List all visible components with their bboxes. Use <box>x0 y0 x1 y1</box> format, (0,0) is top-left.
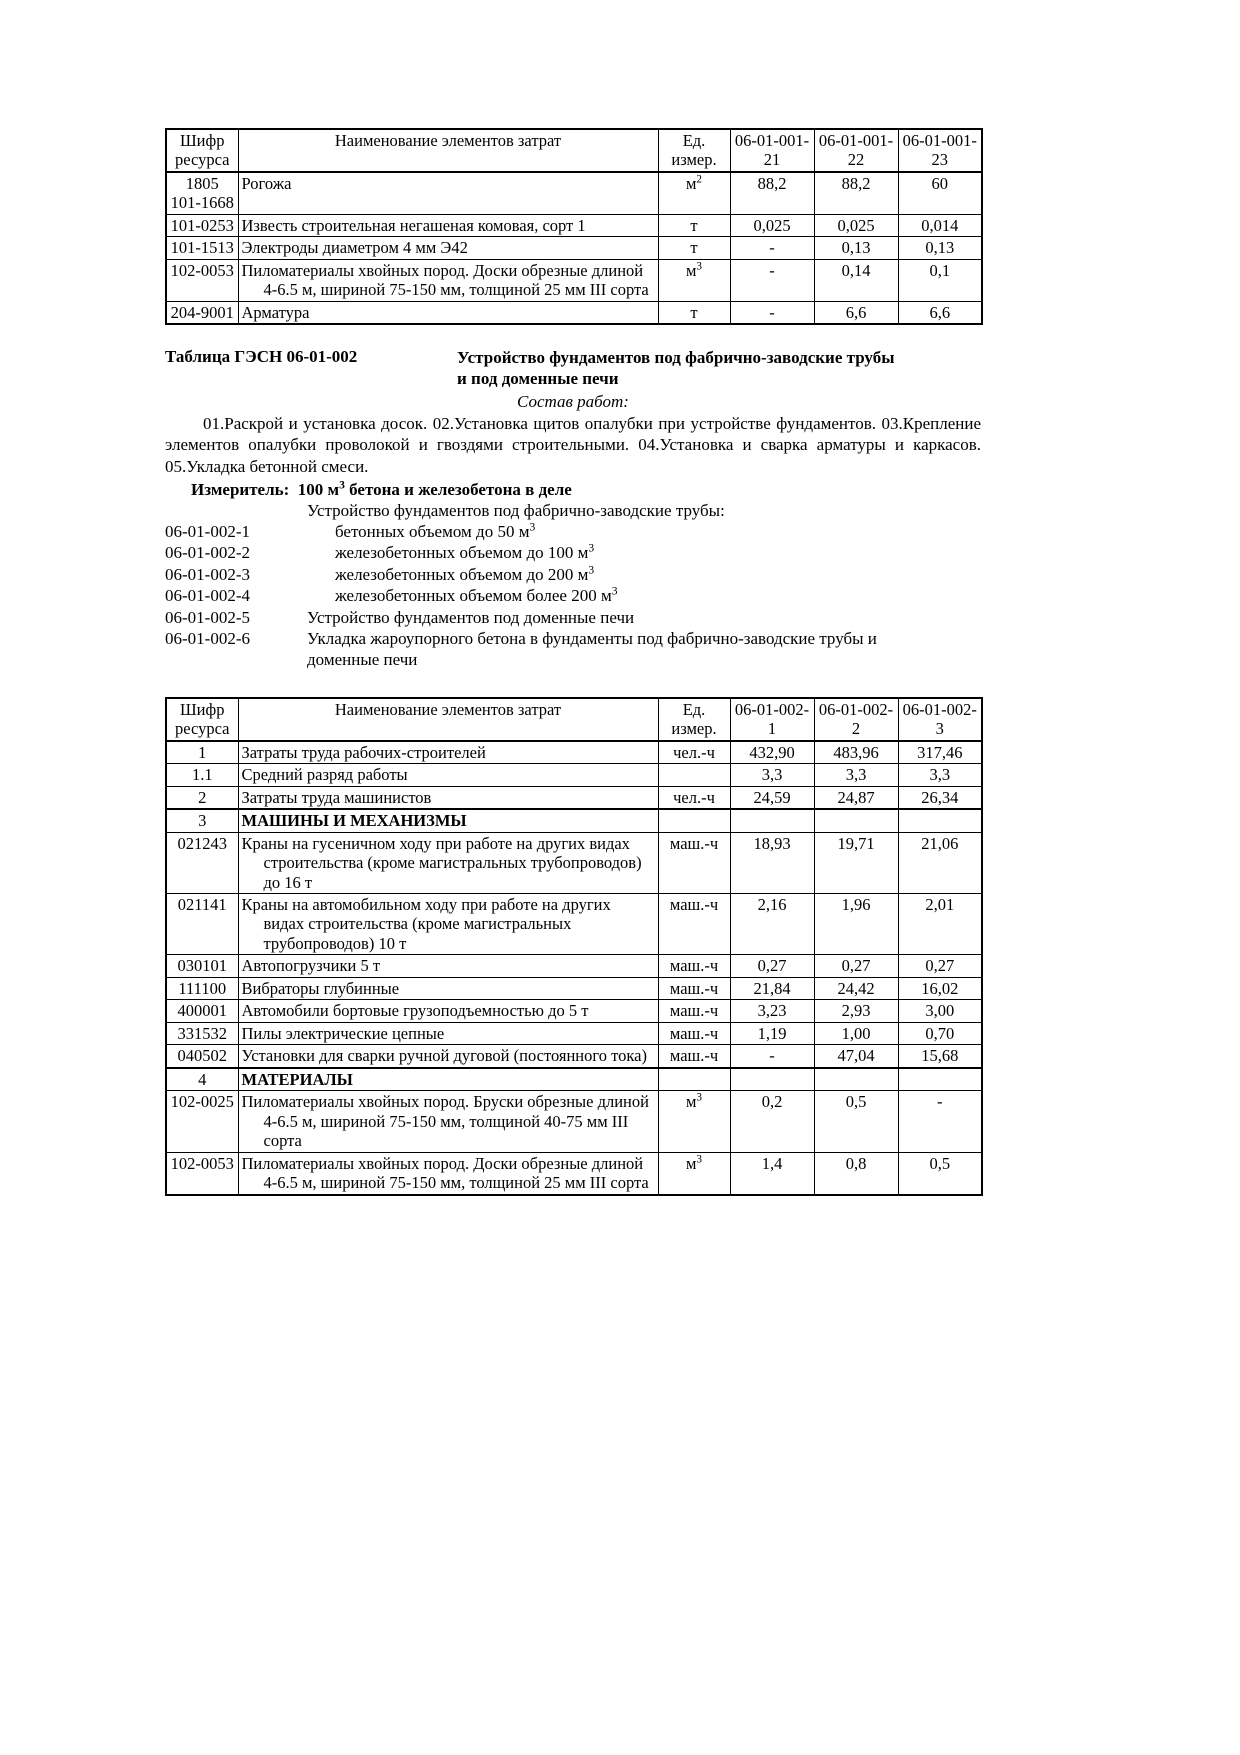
code-list-item-desc: железобетонных объемом более 200 $м^3$ <box>335 584 618 606</box>
cell-unit <box>658 1068 730 1091</box>
code-list-item <box>165 542 981 563</box>
spacer <box>165 671 981 697</box>
code-list-item-code: 06-01-002-3 <box>165 564 250 584</box>
cell-value-3: 15,68 <box>898 1045 982 1068</box>
cell-value-1: - <box>730 259 814 301</box>
cell-name-text: Средний разряд работы <box>241 765 408 785</box>
resource-table-06-01-002 <box>165 697 983 1196</box>
cell-value-3: 26,34 <box>898 786 982 809</box>
cell-code: 400001 <box>166 1000 238 1022</box>
th-col-2: 06-01-002-2 <box>814 698 898 741</box>
table-heading <box>165 347 981 390</box>
cell-name-text: МАШИНЫ И МЕХАНИЗМЫ <box>241 811 467 831</box>
table-row <box>166 894 982 955</box>
cell-value-1: 24,59 <box>730 786 814 809</box>
izmeritel-value-pre: 100 м <box>297 479 340 499</box>
cell-name-text: Пиломатериалы хвойных пород. Доски обрезные длиной 4-6.5 м, шириной 75-150 мм, толщиной 25 мм III сорта <box>241 260 649 300</box>
cell-value-3: 0,27 <box>898 955 982 977</box>
cell-name <box>238 786 658 809</box>
cell-code: 021141 <box>166 894 238 955</box>
cell-value-2: 0,8 <box>814 1152 898 1194</box>
cell-name <box>238 1068 658 1091</box>
cell-unit <box>658 764 730 786</box>
cell-code: 030101 <box>166 955 238 977</box>
th-unit: Ед. измер. <box>658 129 730 172</box>
cell-name <box>238 301 658 324</box>
cell-value-3 <box>898 1068 982 1091</box>
cell-unit: маш.-ч <box>658 977 730 999</box>
code-list-continuation: доменные печи <box>307 650 418 670</box>
cell-value-2: 3,3 <box>814 764 898 786</box>
cell-code: 1 <box>166 741 238 764</box>
cell-name <box>238 764 658 786</box>
code-list-item-desc: бетонных объемом до 50 $м^3$ <box>335 520 536 541</box>
izmeritel-value-sup: 3 <box>339 478 345 492</box>
table2-body <box>166 741 982 1195</box>
cell-value-3: 6,6 <box>898 301 982 324</box>
table-title-line2: и под доменные печи <box>457 369 619 389</box>
cell-name-text: Краны на автомобильном ходу при работе на других видах строительства (кроме магистральных трубопроводов) 10 т <box>241 895 611 953</box>
code-group-heading: Устройство фундаментов под фабрично-заводские трубы: <box>307 500 725 520</box>
table1-body <box>166 172 982 324</box>
code-list-item-desc: Укладка жароупорного бетона в фундаменты под фабрично-заводские трубы и <box>307 628 877 648</box>
cell-value-2: 0,27 <box>814 955 898 977</box>
cell-name-text: Автомобили бортовые грузоподъемностью до 5 т <box>241 1001 589 1021</box>
cell-name-text: Пиломатериалы хвойных пород. Доски обрезные длиной 4-6.5 м, шириной 75-150 мм, толщиной 25 мм III сорта <box>241 1153 649 1193</box>
code-list <box>165 521 981 649</box>
cell-name <box>238 1022 658 1044</box>
cell-unit: т <box>658 301 730 324</box>
th-unit: Ед. измер. <box>658 698 730 741</box>
cell-code: 4 <box>166 1068 238 1091</box>
cell-unit: $м^3$ <box>658 1091 730 1152</box>
th-name: Наименование элементов затрат <box>238 698 658 741</box>
cell-name-text: Затраты труда рабочих-строителей <box>241 742 486 762</box>
cell-unit: маш.-ч <box>658 1045 730 1068</box>
cell-unit: маш.-ч <box>658 894 730 955</box>
code-list-item-desc: железобетонных объемом до 200 $м^3$ <box>335 563 595 584</box>
sostav-rabot-label: Состав работ: <box>517 391 629 411</box>
th-col-1: 06-01-001-21 <box>730 129 814 172</box>
code-list-item-desc: железобетонных объемом до 100 $м^3$ <box>335 541 595 563</box>
resource-table-06-01-001 <box>165 128 983 325</box>
code-list-item <box>165 521 981 542</box>
cell-name-text: Вибраторы глубинные <box>241 978 400 998</box>
cell-value-1: - <box>730 301 814 324</box>
cell-name-text: Известь строительная негашеная комовая, сорт 1 <box>241 215 586 235</box>
cell-name <box>238 809 658 832</box>
cell-code: 021243 <box>166 832 238 893</box>
cell-value-1: 3,3 <box>730 764 814 786</box>
cell-value-1: 1,4 <box>730 1152 814 1194</box>
cell-value-2 <box>814 1068 898 1091</box>
cell-code: 102-0025 <box>166 1091 238 1152</box>
code-list-item-code: 06-01-002-1 <box>165 521 250 541</box>
cell-value-2: 19,71 <box>814 832 898 893</box>
cell-code: 2 <box>166 786 238 809</box>
cell-value-3: 0,014 <box>898 214 982 236</box>
cell-name-text: Установки для сварки ручной дуговой (постоянного тока) <box>241 1046 647 1066</box>
table-row <box>166 955 982 977</box>
table-row <box>166 1068 982 1091</box>
cell-value-1: 0,2 <box>730 1091 814 1152</box>
cell-code: 111100 <box>166 977 238 999</box>
cell-unit: чел.-ч <box>658 786 730 809</box>
table-row <box>166 1152 982 1194</box>
table-row <box>166 977 982 999</box>
cell-value-1 <box>730 1068 814 1091</box>
table-row <box>166 764 982 786</box>
cell-value-3: 2,01 <box>898 894 982 955</box>
cell-name <box>238 955 658 977</box>
cell-value-2: 0,5 <box>814 1091 898 1152</box>
cell-value-2: 24,42 <box>814 977 898 999</box>
cell-value-1: 88,2 <box>730 172 814 214</box>
code-list-item-code: 06-01-002-5 <box>165 607 250 627</box>
cell-value-3: 3,00 <box>898 1000 982 1022</box>
code-list-item <box>165 628 981 649</box>
code-list-item-code: 06-01-002-2 <box>165 543 250 563</box>
table-row <box>166 259 982 301</box>
table-row <box>166 1091 982 1152</box>
cell-value-1: - <box>730 237 814 259</box>
cell-value-3: 3,3 <box>898 764 982 786</box>
th-col-2: 06-01-001-22 <box>814 129 898 172</box>
code-list-item <box>165 607 981 628</box>
cell-unit: $м^2$ <box>658 172 730 214</box>
cell-code: 101-0253 <box>166 214 238 236</box>
izmeritel-line <box>165 480 981 500</box>
cell-value-3: 60 <box>898 172 982 214</box>
cell-name <box>238 237 658 259</box>
cell-unit: $м^3$ <box>658 1152 730 1194</box>
cell-value-2: 0,025 <box>814 214 898 236</box>
cell-name <box>238 1045 658 1068</box>
cell-unit: $м^3$ <box>658 259 730 301</box>
cell-name <box>238 977 658 999</box>
cell-value-2: 88,2 <box>814 172 898 214</box>
cell-value-3: 0,70 <box>898 1022 982 1044</box>
cell-unit: маш.-ч <box>658 955 730 977</box>
section-intro <box>165 347 981 671</box>
cell-name-text: Пилы электрические цепные <box>241 1023 445 1043</box>
th-col-3: 06-01-002-3 <box>898 698 982 741</box>
works-composition-text: 01.Раскрой и установка досок. 02.Установка щитов опалубки при устройстве фундаментов. 03.Крепление элементов опалубки проволокой и гвоздями строительными. 04.Установка и сварка арматуры и каркасов. 05.Укладка бетонной смеси. <box>165 413 981 476</box>
cell-name-text: Пиломатериалы хвойных пород. Бруски обрезные длиной 4-6.5 м, шириной 75-150 мм, толщиной 40-75 мм III сорта <box>241 1092 649 1151</box>
cell-name-text: Арматура <box>241 302 310 322</box>
cell-code: 1805 101-1668 <box>166 172 238 214</box>
cell-name <box>238 1152 658 1194</box>
cell-value-2: 0,13 <box>814 237 898 259</box>
cell-value-3: 0,5 <box>898 1152 982 1194</box>
cell-code: 3 <box>166 809 238 832</box>
cell-value-1: 21,84 <box>730 977 814 999</box>
table-row <box>166 172 982 214</box>
cell-code: 102-0053 <box>166 259 238 301</box>
code-list-item <box>165 564 981 585</box>
cell-unit: чел.-ч <box>658 741 730 764</box>
cell-unit: маш.-ч <box>658 1022 730 1044</box>
cell-value-1: 432,90 <box>730 741 814 764</box>
table-label: Таблица ГЭСН 06-01-002 <box>165 347 358 367</box>
cell-name-text: Затраты труда машинистов <box>241 787 432 807</box>
th-code: Шифр ресурса <box>166 129 238 172</box>
table-row <box>166 1000 982 1022</box>
cell-value-3: 21,06 <box>898 832 982 893</box>
cell-value-2: 6,6 <box>814 301 898 324</box>
cell-value-1: 18,93 <box>730 832 814 893</box>
code-list-item-desc: Устройство фундаментов под доменные печи <box>307 607 635 627</box>
table-row <box>166 786 982 809</box>
cell-value-1 <box>730 809 814 832</box>
izmeritel-label: Измеритель: <box>191 479 290 499</box>
cell-code: 040502 <box>166 1045 238 1068</box>
cell-value-2: 1,96 <box>814 894 898 955</box>
cell-value-1: - <box>730 1045 814 1068</box>
izmeritel-value-post: бетона и железобетона в деле <box>344 479 572 499</box>
cell-value-1: 1,19 <box>730 1022 814 1044</box>
cell-name <box>238 172 658 214</box>
sheet-content <box>165 128 981 1196</box>
cell-unit <box>658 809 730 832</box>
cell-value-1: 0,025 <box>730 214 814 236</box>
cell-value-2: 47,04 <box>814 1045 898 1068</box>
cell-value-2: 0,14 <box>814 259 898 301</box>
cell-code: 331532 <box>166 1022 238 1044</box>
cell-value-2 <box>814 809 898 832</box>
cell-value-3: 16,02 <box>898 977 982 999</box>
cell-unit: маш.-ч <box>658 1000 730 1022</box>
table-row <box>166 1022 982 1044</box>
table-title <box>457 347 981 390</box>
cell-name-text: МАТЕРИАЛЫ <box>241 1069 353 1089</box>
cell-name-text: Краны на гусеничном ходу при работе на других видах строительства (кроме магистральных трубопроводов) до 16 т <box>241 833 642 892</box>
cell-name-text: Рогожа <box>241 173 292 193</box>
cell-code: 1.1 <box>166 764 238 786</box>
cell-value-3: 0,13 <box>898 237 982 259</box>
table-row <box>166 237 982 259</box>
cell-value-2: 483,96 <box>814 741 898 764</box>
cell-name <box>238 894 658 955</box>
table-row <box>166 301 982 324</box>
cell-value-3: 317,46 <box>898 741 982 764</box>
code-list-item-code: 06-01-002-6 <box>165 628 250 648</box>
cell-value-3 <box>898 809 982 832</box>
cell-value-1: 2,16 <box>730 894 814 955</box>
cell-code: 102-0053 <box>166 1152 238 1194</box>
cell-name <box>238 741 658 764</box>
table-title-line1: Устройство фундаментов под фабрично-заводские трубы <box>457 348 895 368</box>
cell-name <box>238 214 658 236</box>
cell-value-2: 2,93 <box>814 1000 898 1022</box>
cell-name <box>238 1000 658 1022</box>
cell-unit: т <box>658 214 730 236</box>
th-name: Наименование элементов затрат <box>238 129 658 172</box>
table1-header <box>166 129 982 172</box>
table-row <box>166 1045 982 1068</box>
cell-name <box>238 1091 658 1152</box>
cell-name-text: Автопогрузчики 5 т <box>241 956 381 976</box>
table-row <box>166 809 982 832</box>
cell-code: 101-1513 <box>166 237 238 259</box>
cell-value-1: 0,27 <box>730 955 814 977</box>
code-list-item <box>165 585 981 606</box>
cell-code: 204-9001 <box>166 301 238 324</box>
table-row <box>166 214 982 236</box>
cell-value-3: 0,1 <box>898 259 982 301</box>
cell-value-1: 3,23 <box>730 1000 814 1022</box>
cell-unit: маш.-ч <box>658 832 730 893</box>
cell-name-text: Электроды диаметром 4 мм Э42 <box>241 238 468 258</box>
cell-value-2: 1,00 <box>814 1022 898 1044</box>
cell-value-3: - <box>898 1091 982 1152</box>
cell-value-2: 24,87 <box>814 786 898 809</box>
th-col-3: 06-01-001-23 <box>898 129 982 172</box>
cell-name <box>238 259 658 301</box>
code-list-item-code: 06-01-002-4 <box>165 586 250 606</box>
th-col-1: 06-01-002-1 <box>730 698 814 741</box>
cell-unit: т <box>658 237 730 259</box>
table2-header <box>166 698 982 741</box>
table-row <box>166 832 982 893</box>
cell-name <box>238 832 658 893</box>
table-row <box>166 741 982 764</box>
th-code: Шифр ресурса <box>166 698 238 741</box>
